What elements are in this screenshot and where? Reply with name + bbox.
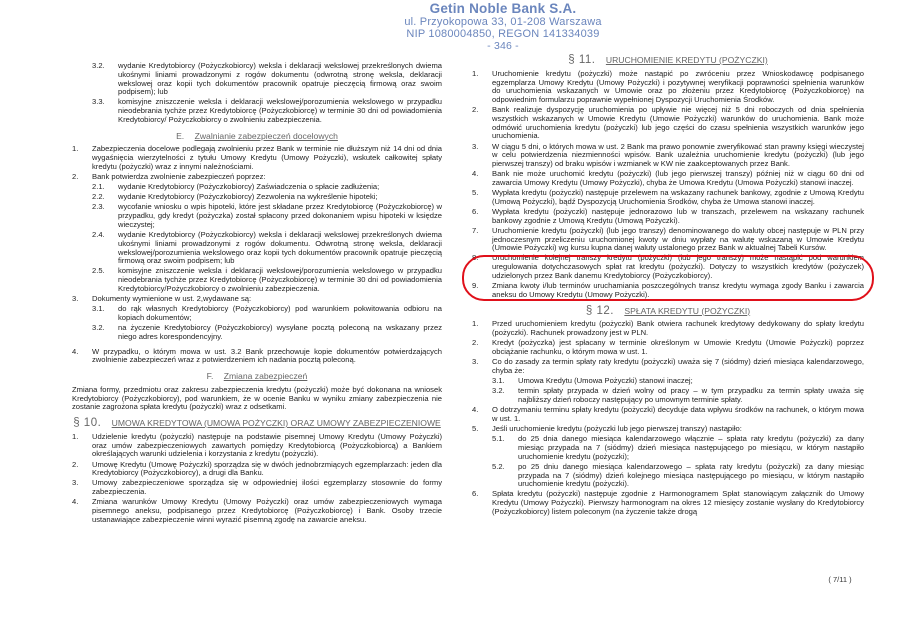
list-item: 4. W przypadku, o którym mowa w ust. 3.2 Bank przechowuje kopie dokumentów potwierdzających zwolnienie zabezpieczeń wraz z potwierdzeniem ich nadania pocztą poleconą. [72, 346, 442, 365]
list-item: 2. Bank potwierdza zwolnienie zabezpieczeń poprzez: [72, 172, 266, 182]
section-12-5-sublist [492, 435, 864, 489]
list-item: 1. Zabezpieczenia docelowe podlegają zwolnieniu przez Bank w terminie nie dłuższym niż 14 dni od dnia wygaśnięcia wierzytelności z tytułu Umowy Kredytu (Umowy Pożyczki), wskutek całkowitej spłaty kredytu (pożyczki) wraz z innymi należnościami. [72, 144, 442, 171]
list-item: 1. Udzielenie kredytu (pożyczki) następuje na podstawie pisemnej Umowy Kredytu (Umowy Pożyczki) oraz umów zabezpieczeniowych zawartych pomiędzy Kredytobiorcą (Pożyczkobiorcą) a Bankiem określających warunki udzielenia i korzystania z kredytu (pożyczki). [72, 431, 442, 459]
list-item: 4. Bank nie może uruchomić kredytu (pożyczki) (lub jego pierwszej transzy) później niż w ciągu 60 dni od zawarcia Umowy Kredytu (Umowy Pożyczki), chyba że Umowa Kredytu (Umowa Pożyczki) stanowi inaczej. [472, 169, 864, 187]
list-item: 2.1. wydanie Kredytobiorcy (Pożyczkobiorcy) Zaświadczenia o spłacie zadłużenia; [92, 182, 380, 192]
list-item: 2. Kredyt (pożyczka) jest spłacany w terminie określonym w Umowie Kredytu (Umowie Pożyczki) poprzez obciążanie rachunku, o którym mowa w ust. 1. [472, 338, 864, 357]
left-column [72, 62, 442, 526]
list-item: 4. Zmiana warunków Umowy Kredytu (Umowy Pożyczki) oraz umów zabezpieczeniowych wymaga pisemnego aneksu, podpisanego przez Kredytobiorcę (Pożyczkobiorcę) i Bank. Osoby trzecie ustanawiające zabezpieczenie winni wyrazić pisemną zgodę na zawarcie aneksu. [72, 497, 442, 524]
list-item: 6. Wypłata kredytu (pożyczki) następuje jednorazowo lub w transzach, przelewem na wskazany rachunek bankowy zgodnie z Umową Kredytu (Umową Pożyczki). [472, 206, 864, 225]
list-item-highlighted: 7. Uruchomienie kredytu (pożyczki) (lub jego transzy) denominowanego do waluty obcej następuje w PLN przy jednoczesnym przeliczeniu uruchomionej kwoty w dniu wypłaty na walutę wskazaną w Umowie Kredytu (Umowie Pożyczki) wg kursu kupna danej waluty ustalonego przez Bank w aktualnej Tabeli Kursów. [472, 225, 864, 253]
list-item: 3.2. termin spłaty przypada w dzień wolny od pracy – w tym przypadku za termin spłaty uważa się najbliższy dzień roboczy następujący po umownym terminie spłaty. [492, 386, 864, 404]
stamp-address: ul. Przyokopowa 33, 01-208 Warszawa [404, 16, 602, 28]
list-item: 5.1. do 25 dnia danego miesiąca kalendarzowego włącznie – spłata raty kredytu (pożyczki) za dany miesiąc przypada na 7 (siódmy) dzień miesiąca następującego po miesiącu, w którym nastąpiło uruchomienie kredytu (pożyczki); [492, 434, 864, 461]
list-item: 3.2. na życzenie Kredytobiorcy (Pożyczkobiorcy) wysyłane pocztą poleconą na wskazany przez niego adres korespondencyjny. [92, 323, 442, 341]
list-item: 3. Co do zasady za termin spłaty raty kredytu (pożyczki) uważa się 7 (siódmy) dzień miesiąca kalendarzowego, chyba że: [472, 357, 864, 375]
list-item: 3. Umowy zabezpieczeniowe sporządza się w odpowiedniej ilości egzemplarzy stosownie do formy zabezpieczenia. [72, 478, 442, 497]
section-10-heading: § 10. UMOWA KREDYTOWA (UMOWA POŻYCZKI) ORAZ UMOWY ZABEZPIECZENIOWE [73, 417, 441, 430]
left-top-list [92, 62, 442, 125]
section-12-heading: § 12. SPŁATA KREDYTU (POŻYCZKI) [585, 304, 751, 317]
section-e-heading: E. Zwalnianie zabezpieczeń docelowych [176, 130, 338, 141]
list-item: 8. Uruchomienie kolejnej transzy kredytu (pożyczki) (lub jego transzy) może nastąpić pod warunkiem uregulowania dotychczasowych spłat rat kredytu (pożyczki). Dotyczy to wszystkich kredytów (pożyczek) udzielonych przez Bank danemu Kredytobiorcy (Pożyczkobiorcy). [472, 253, 864, 280]
section-e-sublist [92, 183, 442, 294]
stamp-nip: NIP 1080004850, REGON 141334039 [406, 28, 600, 40]
list-item: 2.4. wydanie Kredytobiorcy (Pożyczkobiorcy) weksla i deklaracji wekslowej przekreślonych dwiema ukośnymi liniami prowadzonymi z rogów dokumentu. Odwrotną stronę weksla, deklaracji wekslowej/porozumienia wekslowego oraz kopii tych dokumentów pracownik opatruje pieczęcią firmową oraz swoim podpisem; lub [92, 230, 442, 266]
page-number: ( 7/11 ) [828, 575, 852, 584]
stamp-page: - 346 - [487, 40, 519, 52]
list-item: 5. Jeśli uruchomienie kredytu (pożyczki lub jego pierwszej transzy) nastąpiło: [472, 423, 742, 433]
list-item: 1. Uruchomienie kredytu (pożyczki) może nastąpić po zwróceniu przez Wnioskodawcę podpisanego egzemplarza Umowy Kredytu (Umowy Pożyczki) i pozytywnej weryfikacji poprawności spełnienia warunków do uruchomienia wskazanych w Umowie oraz po złożeniu przez Kredytobiorcę (Pożyczkobiorcę) na odpowiednim formularzu poprawnie wypełnionej Dyspozycji Uruchomienia Środków. [472, 68, 864, 104]
stamp-bank-name: Getin Noble Bank S.A. [429, 1, 577, 16]
list-item: 3.3. komisyjne zniszczenie weksla i deklaracji wekslowej/porozumienia wekslowego w przypadku nieodebrania tychże przez Kredytobiorcę (Pożyczkobiorcę) w terminie 30 dni od powiadomienia Kredytobiorcy/ Pożyczkobiorcy o zwolnieniu zabezpieczenia. [92, 97, 442, 124]
list-item: 3.1. Umowa Kredytu (Umowa Pożyczki) stanowi inaczej; [492, 376, 693, 386]
red-highlight-ellipse [462, 255, 874, 301]
list-item: 3.2. wydanie Kredytobiorcy (Pożyczkobiorcy) weksla i deklaracji wekslowej przekreślonych dwiema ukośnymi liniami prowadzonymi z rogów dokumentu (odwrotną stronę weksla, deklaracji wekslowej oraz kopii tych dokumentów pracownik opatruje pieczęcią firmową oraz swoim podpisem); lub [92, 61, 442, 97]
list-item: 5. Wypłata kredytu (pożyczki) następuje przelewem na wskazany rachunek bankowy, zgodnie z Umową Kredytu (Umową Pożyczki), bądź Dyspozycją Uruchomienia Środków, chyba że Umowa stanowi inaczej. [472, 188, 864, 206]
list-item: 2.2. wydanie Kredytobiorcy (Pożyczkobiorcy) Zezwolenia na wykreślenie hipoteki; [92, 192, 378, 202]
list-item: 4. O dotrzymaniu terminu spłaty kredytu (pożyczki) decyduje data wpływu środków na rachunek, o którym mowa w ust. 1. [472, 405, 864, 423]
list-item: 9. Zmiana kwoty i/lub terminów uruchamiania poszczególnych transz kredytu wymaga zgody Banku i zawarcia aneksu do Umowy Kredytu (Umowy Pożyczki). [472, 281, 864, 299]
list-item: 2. Bank realizuje dyspozycję uruchomienia po upływie nie więcej niż 5 dni roboczych od dnia spełnienia wszystkich wskazanych w Umowie Kredytu (Umowie Pożyczki) warunków do uruchomienia. Bank może odmówić uruchomienia kredytu (pożyczki) lub jego części do czasu spełnienia wszystkich warunków jego uruchomienia. [472, 105, 864, 141]
section-12-3-sublist [492, 377, 864, 405]
section-f-text: Zmiana formy, przedmiotu oraz zakresu zabezpieczenia kredytu (pożyczki) może być dokonana na wniosek Kredytobiorcy (Pożyczkobiorcy), pod warunkiem, że w ocenie Banku w wyniku zmiany zabezpieczenia nie zostanie zagrożona spłata kredytu (pożyczki) wraz z odsetkami. [72, 384, 442, 412]
list-item: 6. Spłata kredytu (pożyczki) następuje zgodnie z Harmonogramem Spłat stanowiącym załącznik do Umowy Kredytu (Umowy Pożyczki). Pierwszy harmonogram na okres 12 miesięcy zostanie wysłany do Kredytobiorcy (Pożyczkobiorcy) listem poleconym (na życzenie także drogą [472, 489, 864, 516]
list-item: 3. Dokumenty wymienione w ust. 2,wydawane są: [72, 294, 252, 304]
list-item: 3. W ciągu 5 dni, o których mowa w ust. 2 Bank ma prawo ponownie zweryfikować stan prawny księgi wieczystej w celu potwierdzenia niezmienności wpisów. Bank uzależnia uruchomienie kredytu (pożyczki) (lub jego pierwszej transzy) od braku wpisów i wzmianek w KW nie zaakceptowanych przez Bank. [472, 141, 864, 169]
list-item: 1. Przed uruchomieniem kredytu (pożyczki) Bank otwiera rachunek kredytowy dedykowany do spłaty kredytu (pożyczki). Rachunek prowadzony jest w PLN. [472, 319, 864, 338]
list-item: 2.3. wycofanie wniosku o wpis hipoteki, które jest składane przez Kredytobiorcę (Pożyczkobiorcę) w przypadku, gdy kredyt (pożyczka) został spłacony przed dokonaniem wpisu hipoteki w księdze wieczystej; [92, 202, 442, 229]
list-item: 5.2. po 25 dniu danego miesiąca kalendarzowego – spłata raty kredytu (pożyczki) za dany miesiąc przypada na 7 (siódmy) dzień kolejnego miesiąca następującego po miesiącu, w którym nastąpiło uruchomienie kredytu (pożyczki). [492, 461, 864, 489]
list-item: 3.1. do rąk własnych Kredytobiorcy (Pożyczkobiorcy) pod warunkiem pokwitowania odbioru na kopiach dokumentów; [92, 304, 442, 323]
bank-stamp [383, 2, 623, 52]
section-e-3-sublist [92, 305, 442, 341]
list-item: 2. Umowę Kredytu (Umowę Pożyczki) sporządza się w dwóch jednobrzmiących egzemplarzach: jeden dla Kredytobiorcy (Pożyczkobiorcy), a drugi dla Banku. [72, 459, 442, 478]
section-f-heading: F. Zmiana zabezpieczeń [206, 371, 308, 382]
section-11-heading: § 11. URUCHOMIENIE KREDYTU (POŻYCZKI) [568, 54, 768, 66]
list-item: 2.5. komisyjne zniszczenie weksla i deklaracji wekslowej/porozumienia wekslowego w przypadku nieodebrania tychże przez Kredytobiorcę (Pożyczkobiorcę) w terminie 30 dni od powiadomienia Kredytobiorcy/Pożyczkobiorcy o zwolnieniu zabezpieczenia. [92, 266, 442, 293]
